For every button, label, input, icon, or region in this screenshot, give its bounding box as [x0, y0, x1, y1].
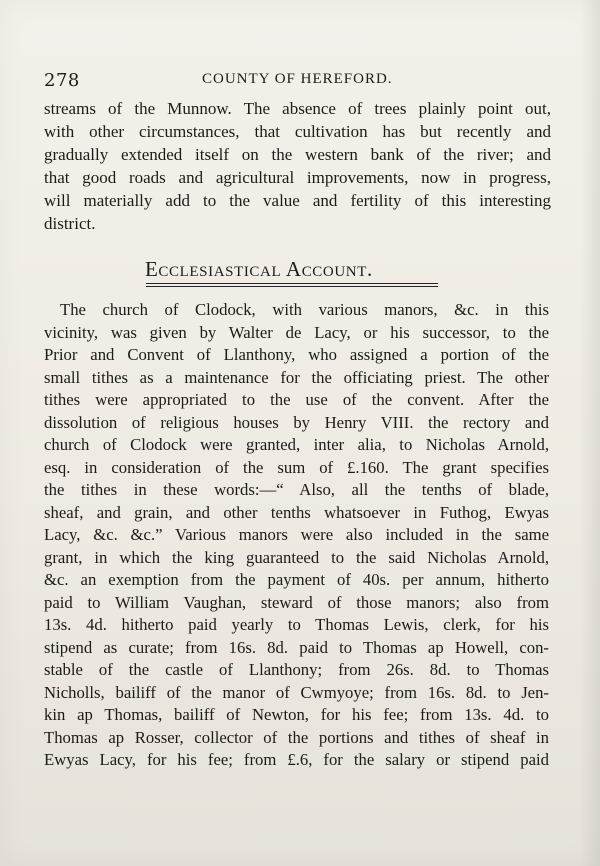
text-line: The church of Clodock, with various manors, &c. in this [60, 300, 549, 319]
page-edge-shadow [580, 0, 600, 866]
text-line: dissolution of religious houses by Henry VIII. the rectory and [44, 412, 549, 432]
text-line: gradually extended itself on the western bank of the river; and [44, 145, 551, 164]
text-line: tithes were appropriated to the use of the convent. After the [44, 390, 549, 409]
text-line: stable of the castle of Llanthony; from 26s. 8d. to Thomas [44, 660, 549, 679]
text-line: kin ap Thomas, bailiff of Newton, for his fee; from 13s. 4d. to [44, 705, 549, 724]
running-head: COUNTY OF HEREFORD. [202, 71, 393, 87]
text-line: church of Clodock were granted, inter alia, to Nicholas Arnold, [44, 435, 549, 454]
text-line: with other circumstances, that cultivation has but recently and [44, 122, 551, 141]
text-line: esq. in consideration of the sum of £.160. The grant specifies [44, 457, 549, 477]
text-line: sheaf, and grain, and other tenths whatsoever in Futhog, Ewyas [44, 502, 549, 522]
text-line: district. [44, 214, 96, 233]
text-line: Thomas ap Rosser, collector of the portions and tithes of sheaf in [44, 727, 549, 747]
section-paragraph [44, 299, 549, 772]
text-line: grant, in which the king guaranteed to the said Nicholas Arnold, [44, 547, 549, 567]
text-line: 13s. 4d. hitherto paid yearly to Thomas Lewis, clerk, for his [44, 615, 549, 634]
page-header [44, 70, 560, 94]
text-line: that good roads and agricultural improvements, now in progress, [44, 168, 551, 187]
text-line: will materially add to the value and fertility of this interesting [44, 191, 551, 210]
page-number: 278 [44, 70, 80, 91]
continuation-paragraph [44, 97, 551, 235]
text-line: the tithes in these words:—“ Also, all the tenths of blade, [44, 480, 549, 499]
text-line: &c. an exemption from the payment of 40s. per annum, hitherto [44, 570, 549, 589]
text-line: streams of the Munnow. The absence of trees plainly point out, [44, 99, 551, 118]
text-line: vicinity, was given by Walter de Lacy, or his successor, to the [44, 322, 549, 342]
text-line: Prior and Convent of Llanthony, who assigned a portion of the [44, 345, 549, 364]
heading-double-rule [146, 283, 438, 287]
section-heading: Ecclesiastical Account. [145, 257, 373, 281]
text-line: Nicholls, bailiff of the manor of Cwmyoye; from 16s. 8d. to Jen- [44, 682, 549, 702]
text-line: stipend as curate; from 16s. 8d. paid to Thomas ap Howell, con- [44, 637, 549, 657]
text-line: paid to William Vaughan, steward of those manors; also from [44, 592, 549, 612]
text-line: small tithes as a maintenance for the officiating priest. The other [44, 367, 549, 387]
text-line: Lacy, &c. &c.” Various manors were also included in the same [44, 525, 549, 544]
text-line: Ewyas Lacy, for his fee; from £.6, for the salary or stipend paid [44, 750, 549, 769]
